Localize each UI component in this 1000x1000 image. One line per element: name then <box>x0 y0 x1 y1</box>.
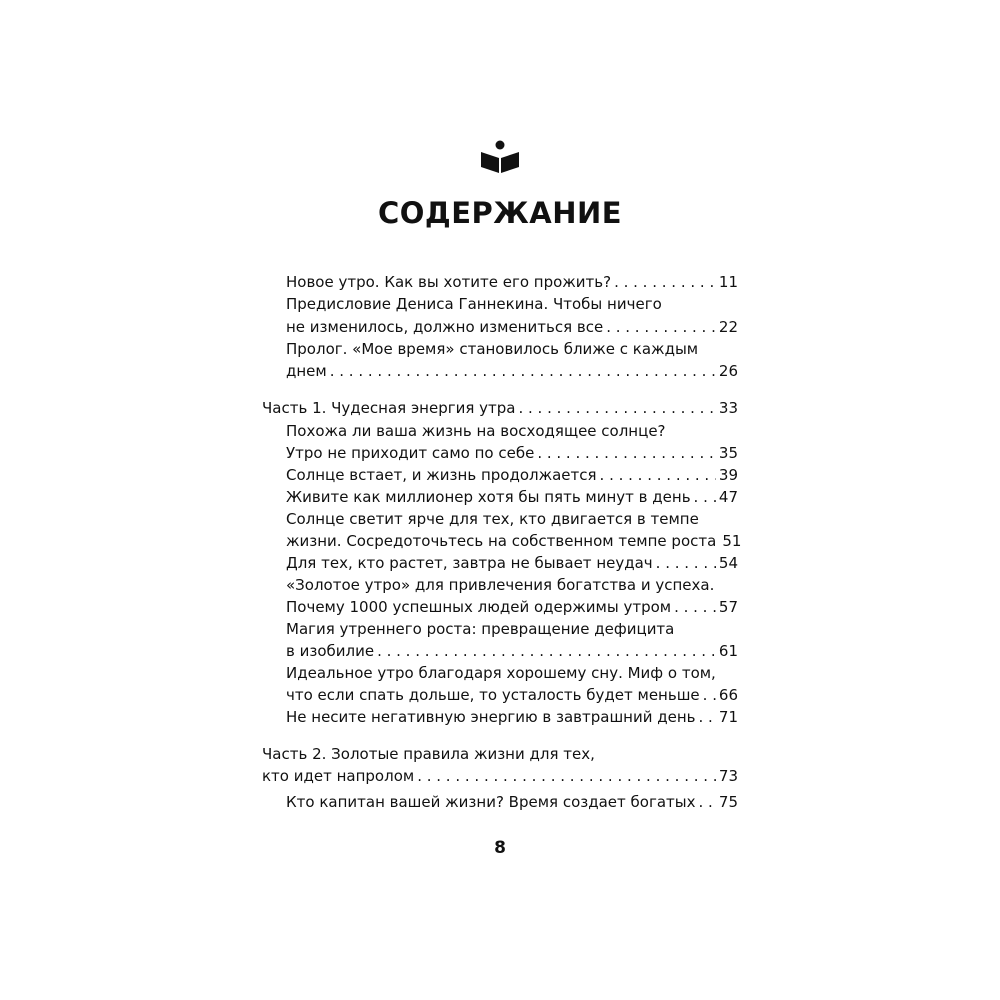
toc-entry: Солнце встает, и жизнь продолжается . . . 39 <box>286 465 738 485</box>
dot-leader <box>518 398 715 418</box>
toc-entry: Утро не приходит само по себе . . . 35 <box>286 443 738 463</box>
page-ref: 47 <box>718 488 738 506</box>
page-ref: 75 <box>718 793 738 811</box>
toc-entry-line: Магия утреннего роста: превращение дефицита <box>286 620 675 638</box>
toc-entry: жизни. Сосредоточьтесь на собственном темпе роста 51 <box>286 532 742 550</box>
toc-entry: днем . . . 26 <box>286 361 738 381</box>
toc-entry: в изобилие . . . 61 <box>286 641 738 661</box>
page-ref: 71 <box>718 708 738 726</box>
dot-leader <box>600 465 716 485</box>
toc-entry: Для тех, кто растет, завтра не бывает неудач . . . 54 <box>286 553 738 573</box>
dot-leader <box>614 272 716 292</box>
toc-part: Часть 1. Чудесная энергия утра . . . 33 <box>262 398 738 418</box>
toc-entry: Почему 1000 успешных людей одержимы утром . . . 57 <box>286 597 738 617</box>
dot-leader <box>698 707 715 727</box>
page-ref: 54 <box>718 554 738 572</box>
page-ref: 66 <box>718 686 738 704</box>
page-number: 8 <box>494 838 506 858</box>
dot-leader <box>656 553 716 573</box>
toc-entry: что если спать дольше, то усталость будет меньше . . . 66 <box>286 685 738 705</box>
toc-entry: не изменилось, должно измениться все . . . 22 <box>286 317 738 337</box>
toc-entry-line: Предисловие Дениса Ганнекина. Чтобы ничего <box>286 295 662 313</box>
dot-leader <box>703 685 716 705</box>
page-ref: 11 <box>718 273 738 291</box>
dot-leader <box>537 443 716 463</box>
dot-leader <box>606 317 716 337</box>
toc-entry: Не несите негативную энергию в завтрашний день . . . 71 <box>286 707 738 727</box>
toc-entry-line: Солнце светит ярче для тех, кто двигается в темпе <box>286 510 699 528</box>
dot-leader <box>698 792 715 812</box>
dot-leader <box>330 361 716 381</box>
page-ref: 73 <box>718 767 738 785</box>
dot-leader <box>417 766 716 786</box>
page-ref: 51 <box>722 532 742 550</box>
dot-leader <box>377 641 716 661</box>
page-ref: 33 <box>718 399 738 417</box>
toc-entry-line: Похожа ли ваша жизнь на восходящее солнце? <box>286 422 666 440</box>
toc-entry: Кто капитан вашей жизни? Время создает богатых . . . 75 <box>286 792 738 812</box>
page-ref: 61 <box>718 642 738 660</box>
dot-leader <box>674 597 716 617</box>
toc-entry-line: «Золотое утро» для привлечения богатства и успеха. <box>286 576 715 594</box>
page-ref: 39 <box>718 466 738 484</box>
toc-part: кто идет напролом . . . 73 <box>262 766 738 786</box>
page-ref: 26 <box>718 362 738 380</box>
toc-entry: Новое утро. Как вы хотите его прожить? . . . 11 <box>286 272 738 292</box>
dot-leader <box>694 487 716 507</box>
page-title: СОДЕРЖАНИЕ <box>377 196 623 230</box>
toc-entry: Живите как миллионер хотя бы пять минут в день . . . 47 <box>286 487 738 507</box>
toc-entry-line: Пролог. «Мое время» становилось ближе с каждым <box>286 340 699 358</box>
toc-entry-line: Идеальное утро благодаря хорошему сну. Миф о том, <box>286 664 716 682</box>
toc-part-line: Часть 2. Золотые правила жизни для тех, <box>262 745 595 763</box>
page-ref: 57 <box>718 598 738 616</box>
page-ref: 35 <box>718 444 738 462</box>
page-ref: 22 <box>718 318 738 336</box>
